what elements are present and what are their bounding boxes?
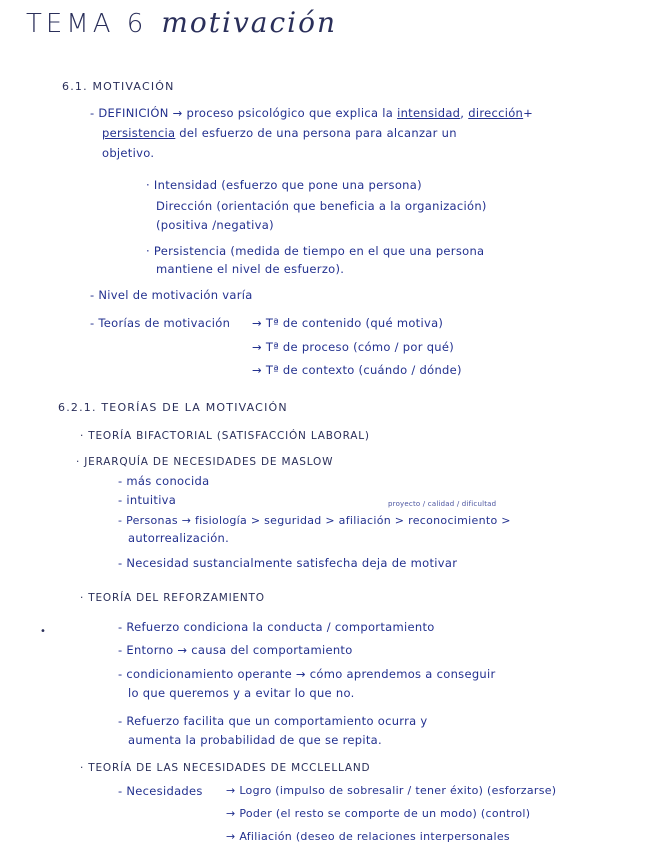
maslow-margin-note: proyecto / calidad / dificultad: [388, 500, 497, 508]
maslow-point-known: - más conocida: [118, 474, 210, 488]
bifactorial-theory: · TEORÍA BIFACTORIAL (SATISFACCIÓN LABORAL): [80, 430, 370, 442]
motivation-theories-label: - Teorías de motivación: [90, 316, 231, 330]
maslow-satisfied-need: - Necesidad sustancialmente satisfecha deja de motivar: [118, 556, 458, 570]
motivation-level: - Nivel de motivación varía: [90, 288, 253, 302]
maslow-hierarchy: · JERARQUÍA DE NECESIDADES DE MASLOW: [76, 456, 334, 468]
reinforcement-point-4: - Refuerzo facilita que un comportamiento ocurra y: [118, 714, 428, 728]
title-name: motivación: [161, 6, 337, 39]
definition-line-1: [90, 106, 533, 120]
section-heading-6-1: 6.1. MOTIVACIÓN: [62, 80, 175, 93]
definition-line-2: [102, 126, 457, 140]
maslow-self-realization: autorrealización.: [128, 531, 230, 545]
maslow-point-intuitive: - intuitiva: [118, 493, 177, 507]
reinforcement-point-3-cont: lo que queremos y a evitar lo que no.: [128, 686, 355, 700]
definition-arrow: →: [172, 106, 183, 120]
need-achievement: → Logro (impulso de sobresalir / tener éxito) (esforzarse): [226, 784, 557, 797]
reinforcement-point-1: - Refuerzo condiciona la conducta / comportamiento: [118, 620, 435, 634]
bullet-persistence-cont: mantiene el nivel de esfuerzo).: [156, 262, 345, 276]
mcclelland-needs-label: - Necesidades: [118, 784, 203, 798]
mcclelland-theory: · TEORÍA DE LAS NECESIDADES DE MCCLELLAND: [80, 762, 371, 774]
need-power: → Poder (el resto se comporte de un modo) (control): [226, 807, 531, 820]
theory-process: → Tª de proceso (cómo / por qué): [252, 340, 455, 354]
theory-context: → Tª de contexto (cuándo / dónde): [252, 363, 462, 377]
bullet-direction: Dirección (orientación que beneficia a la organización): [156, 199, 487, 213]
definition-text-2: del esfuerzo de una persona para alcanzar un: [179, 126, 457, 140]
page-title: [26, 6, 337, 39]
bullet-direction-detail: (positiva /negativa): [156, 218, 274, 232]
definition-line-3: objetivo.: [102, 146, 155, 160]
definition-persistence: persistencia: [102, 126, 176, 140]
definition-text-1: proceso psicológico que explica la: [186, 106, 394, 120]
reinforcement-point-2: - Entorno → causa del comportamiento: [118, 643, 353, 657]
reinforcement-theory: · TEORÍA DEL REFORZAMIENTO: [80, 592, 265, 604]
definition-sep: ,: [460, 106, 465, 120]
reinforcement-point-3: - condicionamiento operante → cómo aprendemos a conseguir: [118, 667, 496, 681]
definition-plus: +: [523, 106, 534, 120]
reinforcement-point-4-cont: aumenta la probabilidad de que se repita.: [128, 733, 382, 747]
bullet-intensity: · Intensidad (esfuerzo que pone una persona): [146, 178, 422, 192]
definition-label: - DEFINICIÓN: [90, 106, 169, 120]
definition-intensity: intensidad: [397, 106, 461, 120]
title-prefix: TEMA 6: [26, 9, 148, 39]
theory-content: → Tª de contenido (qué motiva): [252, 316, 444, 330]
section-heading-6-2-1: 6.2.1. TEORÍAS DE LA MOTIVACIÓN: [58, 401, 288, 414]
bullet-persistence: · Persistencia (medida de tiempo en el que una persona: [146, 244, 485, 258]
need-affiliation: → Afiliación (deseo de relaciones interpersonales: [226, 830, 510, 843]
maslow-needs-order: - Personas → fisiología > seguridad > afiliación > reconocimiento >: [118, 514, 511, 527]
definition-direction: dirección: [468, 106, 524, 120]
margin-dot: •: [40, 626, 46, 637]
